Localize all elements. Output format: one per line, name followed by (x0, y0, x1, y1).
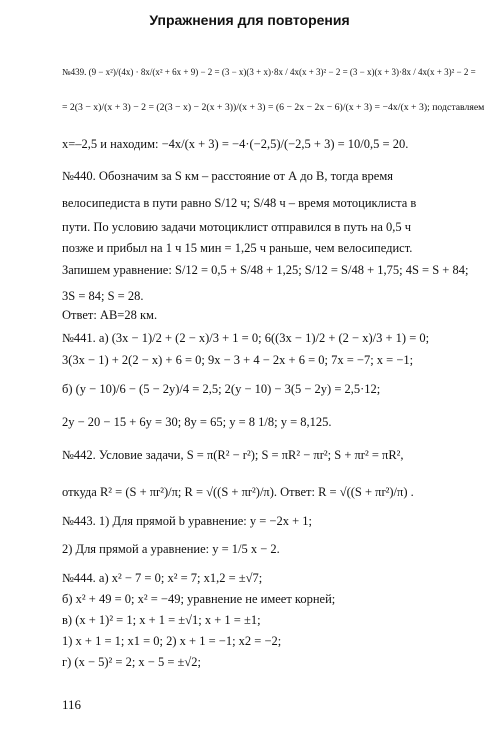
text-line: №442. Условие задачи, S = π(R² − r²); S = πR² − πr²; S + πr² = πR², (62, 448, 404, 462)
text-line: откуда R² = (S + πr²)/π; R = √((S + πr²)/π). Ответ: R = √((S + πr²)/π) . (62, 485, 414, 499)
text-line: №441. а) (3x − 1)/2 + (2 − x)/3 + 1 = 0; 6((3x − 1)/2 + (2 − x)/3 + 1) = 0; (62, 331, 430, 345)
text-line: Ответ: АВ=28 км. (62, 308, 158, 322)
text-line: 2y − 20 − 15 + 6y = 30; 8y = 65; y = 8 1/8; y = 8,125. (62, 415, 332, 429)
text-line: 3(3x − 1) + 2(2 − x) + 6 = 0; 9x − 3 + 4 − 2x + 6 = 0; 7x = −7; x = −1; (62, 353, 414, 367)
page-number: 116 (62, 697, 82, 712)
text-line: пути. По условию задачи мотоциклист отправился в путь на 0,5 ч (62, 220, 412, 234)
text-line: в) (x + 1)² = 1; x + 1 = ±√1; x + 1 = ±1; (62, 613, 261, 627)
text-line: б) (y − 10)/6 − (5 − 2y)/4 = 2,5; 2(y − 10) − 3(5 − 2y) = 2,5·12; (62, 382, 381, 396)
text-line: позже и прибыл на 1 ч 15 мин = 1,25 ч раньше, чем велосипедист. (62, 241, 413, 255)
text-line: №440. Обозначим за S км – расстояние от А до В, тогда время (62, 169, 394, 183)
text-line: x=–2,5 и находим: −4x/(x + 3) = −4·(−2,5)/(−2,5 + 3) = 10/0,5 = 20. (62, 137, 409, 151)
text-line: г) (x − 5)² = 2; x − 5 = ±√2; (62, 655, 201, 669)
text-line: №444. а) x² − 7 = 0; x² = 7; x1,2 = ±√7; (62, 571, 263, 585)
page-title: Упражнения для повторения (149, 12, 350, 28)
text-line: №439. (9 − x²)/(4x) · 8x/(x² + 6x + 9) − 2 = (3 − x)(3 + x)·8x / 4x(x + 3)² − 2 = (3 − x)(x + 3)·8x / 4x(x + 3)² − 2 = (62, 67, 476, 77)
text-line: б) x² + 49 = 0; x² = −49; уравнение не имеет корней; (62, 592, 336, 606)
text-line: 2) Для прямой a уравнение: y = 1/5 x − 2. (62, 542, 280, 556)
text-line: №443. 1) Для прямой b уравнение: y = −2x + 1; (62, 514, 312, 528)
text-line: Запишем уравнение: S/12 = 0,5 + S/48 + 1,25; S/12 = S/48 + 1,75; 4S = S + 84; (62, 263, 469, 277)
text-line: 3S = 84; S = 28. (62, 289, 144, 303)
text-line: велосипедиста в пути равно S/12 ч; S/48 ч – время мотоциклиста в (62, 196, 417, 210)
text-line: 1) x + 1 = 1; x1 = 0; 2) x + 1 = −1; x2 = −2; (62, 634, 282, 648)
text-line: = 2(3 − x)/(x + 3) − 2 = (2(3 − x) − 2(x + 3))/(x + 3) = (6 − 2x − 2x − 6)/(x + 3) = −4x/(x + 3); подставляем (62, 102, 485, 113)
